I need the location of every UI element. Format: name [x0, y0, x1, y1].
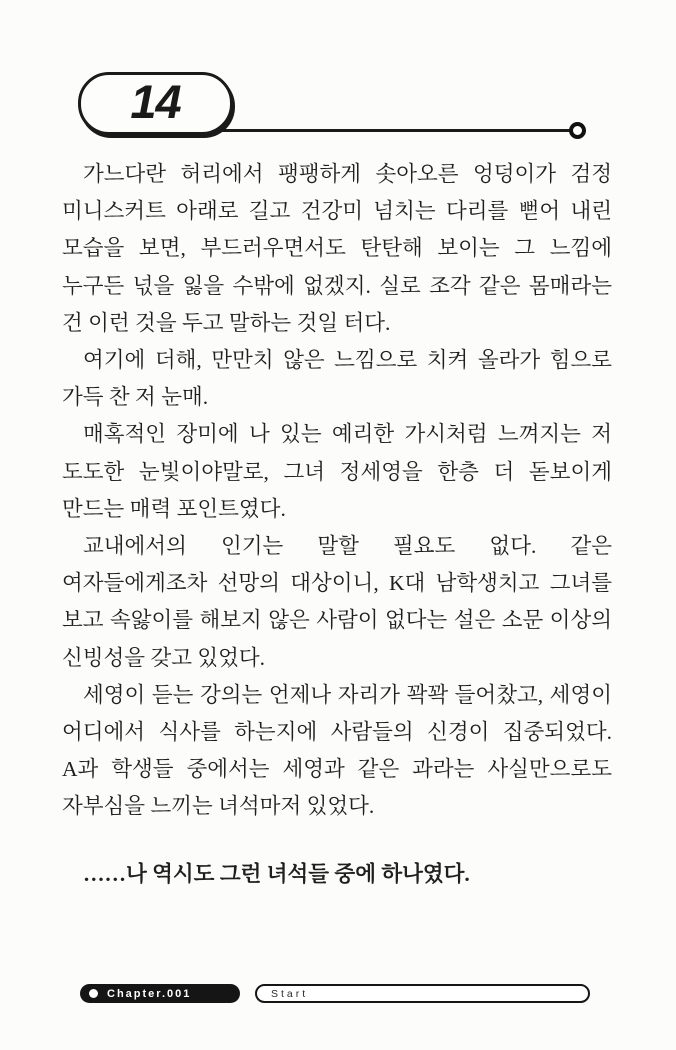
final-emphasis-line: ……나 역시도 그런 녀석들 중에 하나였다.	[83, 861, 470, 886]
paragraph: 교내에서의 인기는 말할 필요도 없다. 같은 여자들에게조차 선망의 대상이니, K대 남학생치고 그녀를 보고 속앓이를 해보지 않은 사람이 없다는 설은 소문 이상의 신빙성을 갖고 있었다.	[62, 534, 612, 670]
paragraph: 매혹적인 장미에 나 있는 예리한 가시처럼 느껴지는 저 도도한 눈빛이야말로, 그녀 정세영을 한층 더 돋보이게 만드는 매력 포인트였다.	[62, 422, 612, 521]
paragraph: 여기에 더해, 만만치 않은 느낌으로 치켜 올라가 힘으로 가득 찬 저 눈매.	[62, 348, 612, 410]
paragraph: 세영이 듣는 강의는 언제나 자리가 꽉꽉 들어찼고, 세영이 어디에서 식사를 하는지에 사람들의 신경이 집중되었다. A과 학생들 중에서는 세영과 같은 과라는 사실만으로도 자부심을 느끼는 녀석마저 있었다.	[62, 682, 612, 819]
bullet-dot-icon	[89, 989, 98, 998]
header-rule-line	[200, 129, 574, 132]
footer-start-label: Start	[271, 987, 309, 1000]
footer-chapter-tab	[80, 984, 240, 1003]
paragraph: 가느다란 허리에서 팽팽하게 솟아오른 엉덩이가 검정 미니스커트 아래로 길고 건강미 넘치는 다리를 뻗어 내린 모습을 보면, 부드러우면서도 탄탄해 보이는 그 느낌에 누구든 넋을 잃을 수밖에 없겠지. 실로 조각 같은 몸매라는 건 이런 것을 두고 말하는 것일 터다.	[62, 162, 612, 335]
chapter-number: 14	[130, 75, 181, 128]
footer-start-tab	[255, 984, 590, 1003]
chapter-number-badge	[78, 72, 233, 135]
body-text	[62, 156, 612, 893]
line-end-ring-icon	[569, 122, 586, 139]
footer-chapter-label: Chapter.001	[107, 987, 192, 1000]
